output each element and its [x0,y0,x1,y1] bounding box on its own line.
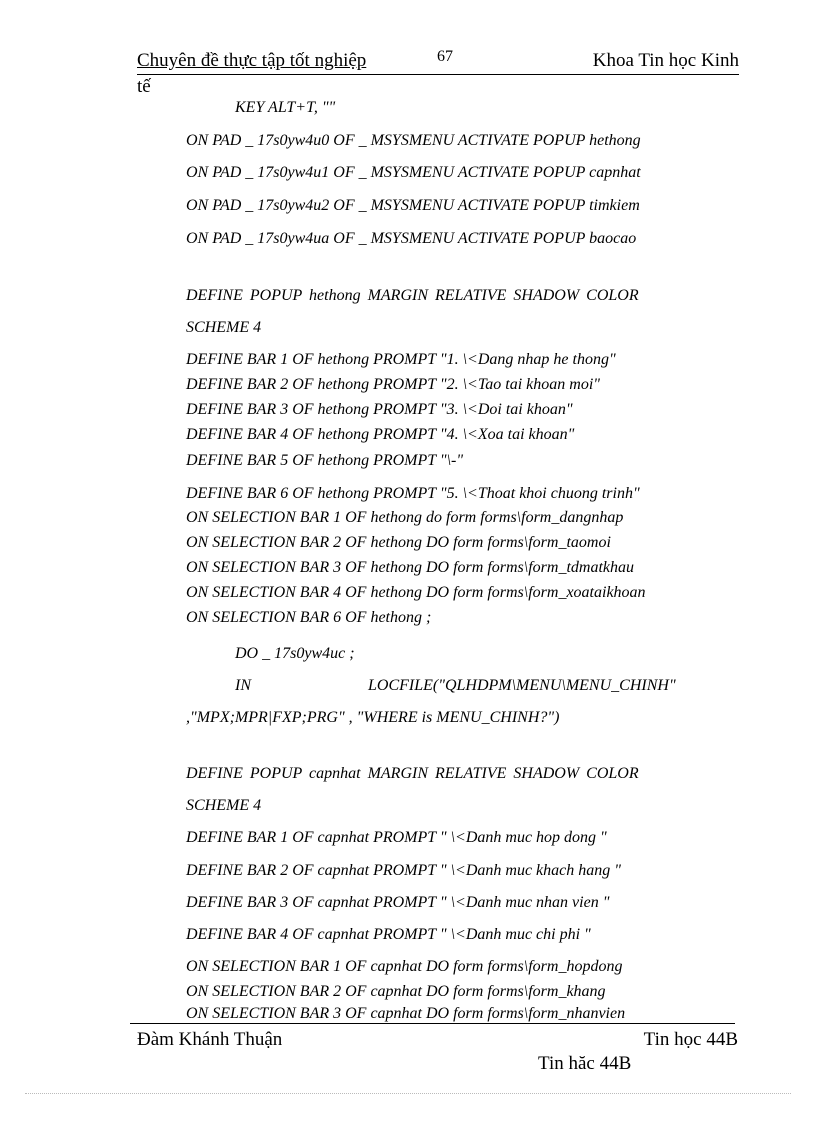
code-line: DEFINE BAR 4 OF hethong PROMPT "4. \<Xoa tai khoan" [186,426,575,443]
code-line: DEFINE BAR 4 OF capnhat PROMPT " \<Danh muc chi phi " [186,926,591,943]
code-line: ON SELECTION BAR 1 OF hethong do form forms\form_dangnhap [186,509,624,526]
code-line: DEFINE BAR 3 OF hethong PROMPT "3. \<Doi tai khoan" [186,401,573,418]
page-number: 67 [437,48,453,65]
code-line: ON SELECTION BAR 3 OF hethong DO form forms\form_tdmatkhau [186,559,634,576]
code-line: ON SELECTION BAR 2 OF capnhat DO form forms\form_khang [186,983,606,1000]
page-header [137,50,739,75]
footer-author: Đàm Khánh Thuận [137,1029,283,1050]
code-line: DO _ 17s0yw4uc ; [235,645,355,662]
code-line: DEFINE BAR 3 OF capnhat PROMPT " \<Danh muc nhan vien " [186,894,610,911]
footer-class: Tin học 44B [643,1029,738,1050]
footer-class-repeat: Tin hăc 44B [538,1053,632,1074]
code-line: ON SELECTION BAR 3 OF capnhat DO form forms\form_nhanvien [186,1005,626,1022]
header-right: Khoa Tin học Kinh [592,50,739,71]
code-line: DEFINE BAR 6 OF hethong PROMPT "5. \<Thoat khoi chuong trinh" [186,485,640,502]
code-line: KEY ALT+T, "" [235,99,336,116]
code-line: ON PAD _ 17s0yw4u1 OF _ MSYSMENU ACTIVATE POPUP capnhat [186,164,641,181]
code-line: ON PAD _ 17s0yw4ua OF _ MSYSMENU ACTIVATE POPUP baocao [186,230,637,247]
code-line: DEFINE BAR 2 OF capnhat PROMPT " \<Danh muc khach hang " [186,862,621,879]
code-line: DEFINE POPUP hethong MARGIN RELATIVE SHADOW COLOR [186,287,639,304]
code-line: DEFINE BAR 2 OF hethong PROMPT "2. \<Tao tai khoan moi" [186,376,600,393]
page-edge-divider [25,1093,791,1094]
code-line: DEFINE POPUP capnhat MARGIN RELATIVE SHADOW COLOR [186,765,639,782]
header-left: Chuyên đề thực tập tốt nghiệp [137,50,367,71]
code-line: SCHEME 4 [186,319,262,336]
code-line: DEFINE BAR 1 OF hethong PROMPT "1. \<Dang nhap he thong" [186,351,616,368]
code-line: ON PAD _ 17s0yw4u2 OF _ MSYSMENU ACTIVATE POPUP timkiem [186,197,640,214]
code-line: ON SELECTION BAR 1 OF capnhat DO form forms\form_hopdong [186,958,623,975]
code-line: ON PAD _ 17s0yw4u0 OF _ MSYSMENU ACTIVATE POPUP hethong [186,132,641,149]
code-line: DEFINE BAR 1 OF capnhat PROMPT " \<Danh muc hop dong " [186,829,607,846]
code-line: ON SELECTION BAR 6 OF hethong ; [186,609,432,626]
code-line: ON SELECTION BAR 4 OF hethong DO form forms\form_xoataikhoan [186,584,646,601]
code-line: LOCFILE("QLHDPM\MENU\MENU_CHINH" [368,677,676,694]
code-line: ,"MPX;MPR|FXP;PRG" , "WHERE is MENU_CHINH?") [186,709,560,726]
footer-rule [130,1023,735,1024]
code-line: IN [235,677,251,694]
header-continuation: tế [137,76,151,97]
code-line: DEFINE BAR 5 OF hethong PROMPT "\-" [186,452,464,469]
code-line: SCHEME 4 [186,797,262,814]
code-line: ON SELECTION BAR 2 OF hethong DO form forms\form_taomoi [186,534,611,551]
